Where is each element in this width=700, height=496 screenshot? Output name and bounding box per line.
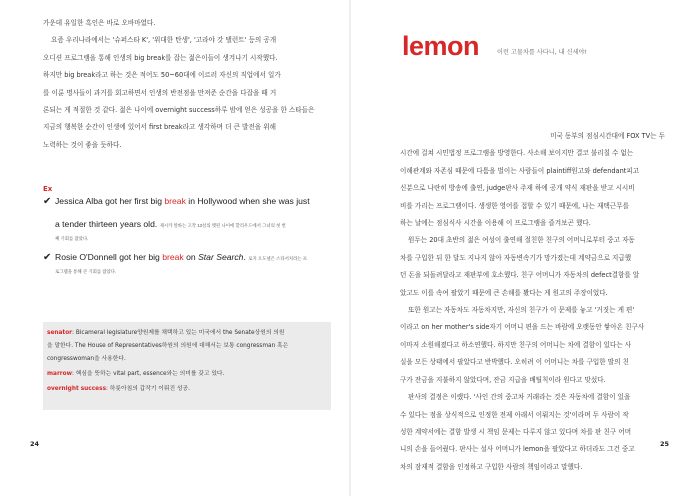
note-text: : 하룻아침의 갑작기 이뤄진 성공. <box>106 386 190 392</box>
paragraph: 론되는 게 적절한 것 같다. 젊은 나이에 overnight success하루 밤에 얻은 성공을 한 스타들은 <box>43 106 315 115</box>
paragraph: 이해관계와 자존심 때문에 다툼을 벌이는 사람들이 plaintiff원고와 defendant피고 <box>400 166 640 175</box>
example-translation: 로지 오도넬은 스타서치라는 프 <box>248 256 308 261</box>
note-term: marrow <box>47 371 73 377</box>
paragraph: 이마저 소원해졌다고 하소연했다. 하지만 친구의 어머니는 차에 결함이 있다는 사 <box>400 340 632 349</box>
note-line <box>47 340 288 349</box>
paragraph: 시간에 걸쳐 시민법정 프로그램을 방영한다. 사소해 보이지만 결코 불리칠 수 없는 <box>400 149 634 158</box>
paragraph: 또한 원고는 자동차도 자동차지만, 자신의 친구가 이 문제를 놓고 '거짓는 게 편' <box>408 306 635 315</box>
paragraph: 실을 모든 상태에서 팔았다고 반박했다. 오히려 이 어머니는 차를 구입한 딸의 친 <box>400 358 629 367</box>
paragraph: 수 있다는 점을 상식적으로 인정한 전제 아래서 이뤄지는 것'이라며 두 사람이 작 <box>400 410 629 419</box>
paragraph: 신분으로 나란히 방송에 출연, judge판사 주재 하에 공개 약식 재판을 받고 시시비 <box>400 184 635 193</box>
paragraph: 성한 계약서에는 결함 발생 시 책임 문제는 다루지 않고 있다며 차를 판 친구 어머 <box>400 427 632 436</box>
left-page <box>0 0 349 496</box>
paragraph: 았고도 이를 속여 팔았기 때문에 큰 손해를 봤다는 게 원고의 주장이었다. <box>400 288 608 297</box>
checkmark-icon: ✔ <box>43 196 52 207</box>
paragraph: 던 돈을 되돌려달라고 재판부에 호소했다. 친구 어머니가 자동차의 defect결함를 알 <box>400 271 640 280</box>
example-translation: 로그램을 통해 큰 기회를 잡았다. <box>55 269 117 274</box>
paragraph: 노력하는 것이 좋을 듯하다. <box>43 140 122 149</box>
paragraph: 하지만 big break라고 하는 것은 적어도 50~60대에 이르러 자신의 직업에서 일가 <box>43 71 281 80</box>
paragraph: 구가 잔금을 지불하지 않았다며, 잔금 지급을 배틸칙이라 원다고 맞섰다. <box>400 375 606 384</box>
note-text: congresswoman을 사용한다. <box>47 356 126 362</box>
note-text: : 핵심을 뜻하는 vital part, essence와는 의미를 갖고 있다. <box>72 371 225 377</box>
page-number-left: 24 <box>30 440 40 448</box>
paragraph: 지금의 행복한 순간이 인생에 있어서 first break라고 생각하며 더 큰 발전을 위해 <box>43 123 276 132</box>
right-body-text <box>400 128 665 476</box>
example-1 <box>43 195 333 242</box>
example-text: Star Search <box>198 252 244 262</box>
vocabulary-note-box <box>43 322 331 410</box>
example-2 <box>43 251 333 275</box>
left-body-text <box>43 15 328 154</box>
paragraph: 오디션 프로그램을 통해 인생의 big break를 잡는 젊은이들이 생겨나기 시작했다. <box>43 53 278 62</box>
example-text: Rosie O'Donnell got her big <box>55 252 163 262</box>
note-term: senator <box>47 330 73 336</box>
highlight-word: break <box>162 252 184 262</box>
lemon-logo: lemon <box>402 31 480 61</box>
paragraph: 판사의 결정은 이랬다. '사인 간의 중고차 거래라는 것은 자동차에 결함이 있을 <box>408 393 631 402</box>
example-text: a tender thirteen years old. <box>55 219 158 229</box>
paragraph: 이라고 on her mother's side자기 어머니 편을 드는 바람에 오랫동안 쌓아온 친구사 <box>400 323 645 332</box>
page-number-right: 25 <box>660 440 670 448</box>
paragraph: 차를 구입한 뒤 한 달도 지나지 않아 자동변속기가 망가졌는데 계약금으로 지급했 <box>400 253 632 262</box>
example-text: in Hollywood when she was just <box>185 196 310 206</box>
paragraph: 니의 손을 들어줬다. 판사는 설사 어머니가 lemon을 팔았다고 하더라도 그건 중고 <box>400 445 635 454</box>
example-text: . <box>243 252 246 262</box>
note-line <box>47 353 126 362</box>
note-text: : Bicameral legislature양원제를 채택하고 있는 미국에서 the Senate상원의 의원 <box>72 330 285 336</box>
note-line <box>47 383 190 392</box>
paragraph: 가운데 유일한 흑인은 바로 오바마였다. <box>43 19 156 27</box>
paragraph: 요즘 우리나라에서는 '슈퍼스타 K', '위대한 탄생', '고라야 갓 탤런트' 등의 공개 <box>51 36 277 45</box>
checkmark-icon: ✔ <box>43 252 52 263</box>
example-text: on <box>183 252 199 262</box>
paragraph: 하는 날에는 점심식사 시간을 이용해 이 프로그램을 즐겨보곤 했다. <box>400 219 591 228</box>
highlight-word: break <box>164 196 186 206</box>
note-line <box>47 327 284 336</box>
example-label: Ex <box>43 185 53 193</box>
paragraph: 비를 가리는 프로그램이다. 생생한 영어를 접할 수 있기 때문에, 나는 재택근무를 <box>400 201 629 210</box>
example-text: Jessica Alba got her first big <box>55 196 165 206</box>
paragraph: 를 이룬 명사들이 과거를 회고하면서 인생의 반전점을 만져준 순간을 다잡을 때 거 <box>43 88 277 97</box>
example-translation: 제시카 알바는 고작 13살의 앳된 나이에 할리우드에서 그녀의 첫 번 <box>159 223 286 228</box>
paragraph: 원두는 20대 초반의 젊은 여성이 출연해 절친한 친구의 어머니로부터 중고 자동 <box>408 236 635 245</box>
paragraph: 차의 잠재적 결함을 인정하고 구입한 사람의 책임이라고 말했다. <box>400 462 583 471</box>
note-line <box>47 368 224 377</box>
tagline: 이런 고물차를 사다니, 내 신세야! <box>497 49 588 56</box>
paragraph: 미국 동부의 점심시간대에 FOX TV는 두 <box>550 132 665 140</box>
note-text: 을 말한다. The House of Representatives하원의 의원에 대해서는 보통 congressman 혹은 <box>47 343 289 349</box>
note-term: overnight success <box>47 386 107 392</box>
example-translation: 째 기회를 잡았다. <box>55 236 89 241</box>
